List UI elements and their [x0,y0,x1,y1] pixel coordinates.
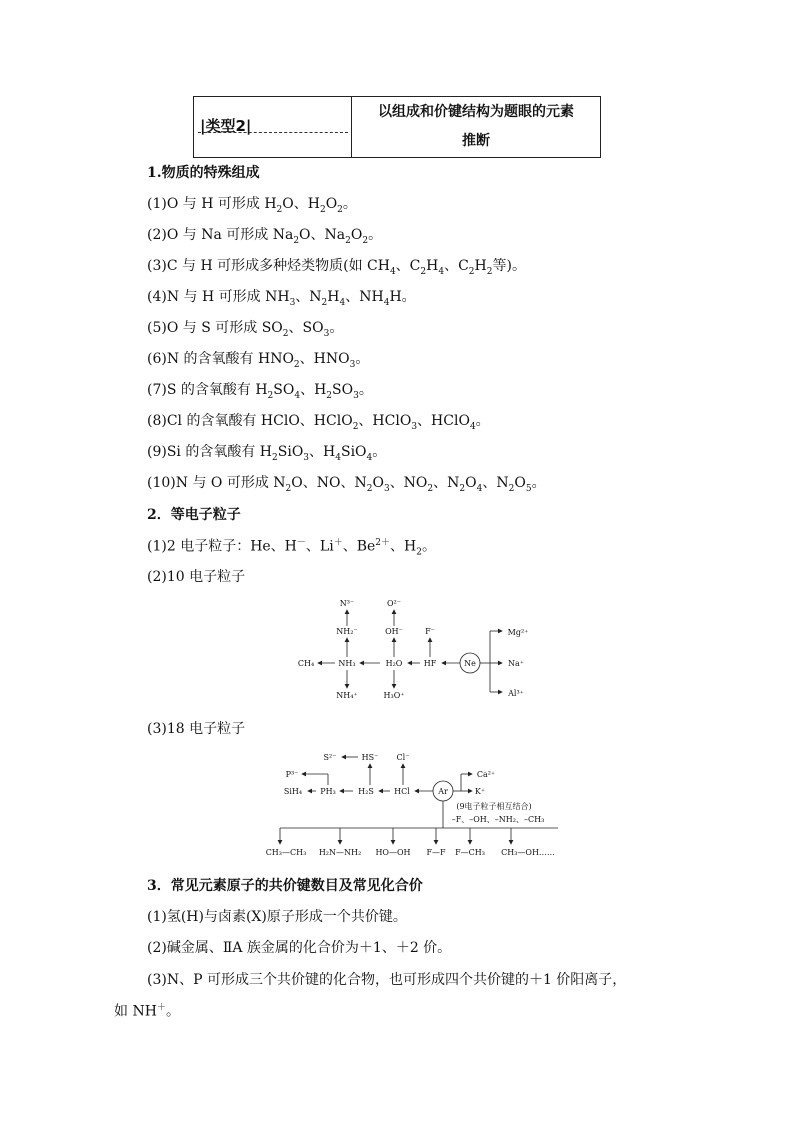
product-3: HO—OH [375,848,411,857]
nh3-label: NH₃ [338,659,356,668]
item-1-10: (10)N 与 O 可形成 $N_2O$、NO、$N_2O_3$、$NO_2$、$N_2O_4$、$N_2O_5$。 [147,475,546,494]
heading-2: 2．等电子粒子 [147,507,241,523]
h3o-label: H₃O⁺ [383,691,405,700]
f-label: F⁻ [425,627,435,636]
ca-label: Ca²⁺ [476,770,496,779]
mg-label: Mg²⁺ [507,628,529,637]
cl-label: Cl⁻ [396,753,410,762]
sih4-label: SiH₄ [283,787,303,796]
item-1-1: (1)O 与 H 可形成 $H_2O$、$H_2O_2$。 [147,196,357,215]
ar-label: Ar [438,787,448,796]
item-1-5: (5)O 与 S 可形成 $SO_2$、$SO_3$。 [147,320,344,339]
product-6: CH₃—OH…… [501,848,555,857]
n3-label: N³⁻ [339,599,355,608]
product-4: F—F [426,848,446,857]
item-2-2: (2)10 电子粒子 [147,569,246,585]
nh4-label: NH₄⁺ [336,691,358,700]
note1-label: (9电子粒子相互结合) [456,802,532,811]
item-1-3: (3)C 与 H 可形成多种烃类物质(如 $CH_4$、$C_2H_4$、$C_2H_2$等)。 [147,258,526,277]
product-2: H₂N—NH₂ [318,848,362,857]
product-1: CH₃—CH₃ [265,848,307,857]
h2o-label: H₂O [385,659,403,668]
item-3-3-cont: 如 NH＋。 [114,1003,180,1020]
type-tag: |类型2| [200,117,252,135]
h2s-label: H₂S [358,787,374,796]
oh-label: OH⁻ [385,627,403,636]
ten-electron-diagram [280,593,550,708]
k-label: K⁺ [474,787,486,796]
item-1-9: (9)Si 的含氧酸有 $H_2SiO_3$、$H_4SiO_4$。 [147,444,387,463]
item-1-6: (6)N 的含氧酸有 $HNO_2$、$HNO_3$。 [147,351,370,370]
item-2-3: (3)18 电子粒子 [147,721,246,737]
dashed-underline [198,132,348,133]
hcl-label: HCl [394,787,410,796]
item-3-3: (3)N、P 可形成三个共价键的化合物，也可形成四个共价键的＋1 价阳离子， [147,972,627,988]
o2-label: O²⁻ [387,599,401,608]
item-1-4: (4)N 与 H 可形成 $NH_3$、$N_2H_4$、$NH_4H$。 [147,289,416,308]
nh2-label: NH₂⁻ [336,627,358,636]
header-title-line1: 以组成和价键结构为题眼的元素 [378,104,574,120]
ch4-label: CH₄ [297,659,315,668]
heading-3: 3．常见元素原子的共价键数目及常见化合价 [147,878,423,894]
na-label: Na⁺ [508,659,524,668]
section-type-header [193,96,601,158]
p3-label: P³⁻ [285,770,299,779]
item-1-2: (2)O 与 Na 可形成 $Na_2O$、$Na_2O_2$。 [147,227,383,246]
item-1-7: (7)S 的含氧酸有 $H_2SO_4$、$H_2SO_3$。 [147,382,373,401]
note2-label: –F、–OH、–NH₂、–CH₃ [451,815,545,824]
product-5: F—CH₃ [455,848,485,857]
item-1-8: (8)Cl 的含氧酸有 HClO、HClO$_2$、HClO$_3$、HClO$_4$。 [147,413,490,432]
header-title-line2: 推断 [462,133,490,149]
heading-1: 1.物质的特殊组成 [147,165,260,181]
hf-label: HF [423,659,437,668]
s2-label: S²⁻ [323,753,337,762]
ph3-label: PH₃ [320,787,336,796]
hs-label: HS⁻ [361,753,379,762]
item-2-1: (1)2 电子粒子：He、H－、Li＋、$Be^{2+}$、$H_2$。 [147,538,436,558]
ne-label: Ne [464,659,476,668]
item-3-1: (1)氢(H)与卤素(X)原子形成一个共价键。 [147,909,407,925]
header-divider [351,97,352,157]
al-label: Al³⁺ [508,689,524,698]
eighteen-electron-diagram [258,748,568,860]
item-3-2: (2)碱金属、ⅡA 族金属的化合价为＋1、＋2 价。 [147,940,452,956]
